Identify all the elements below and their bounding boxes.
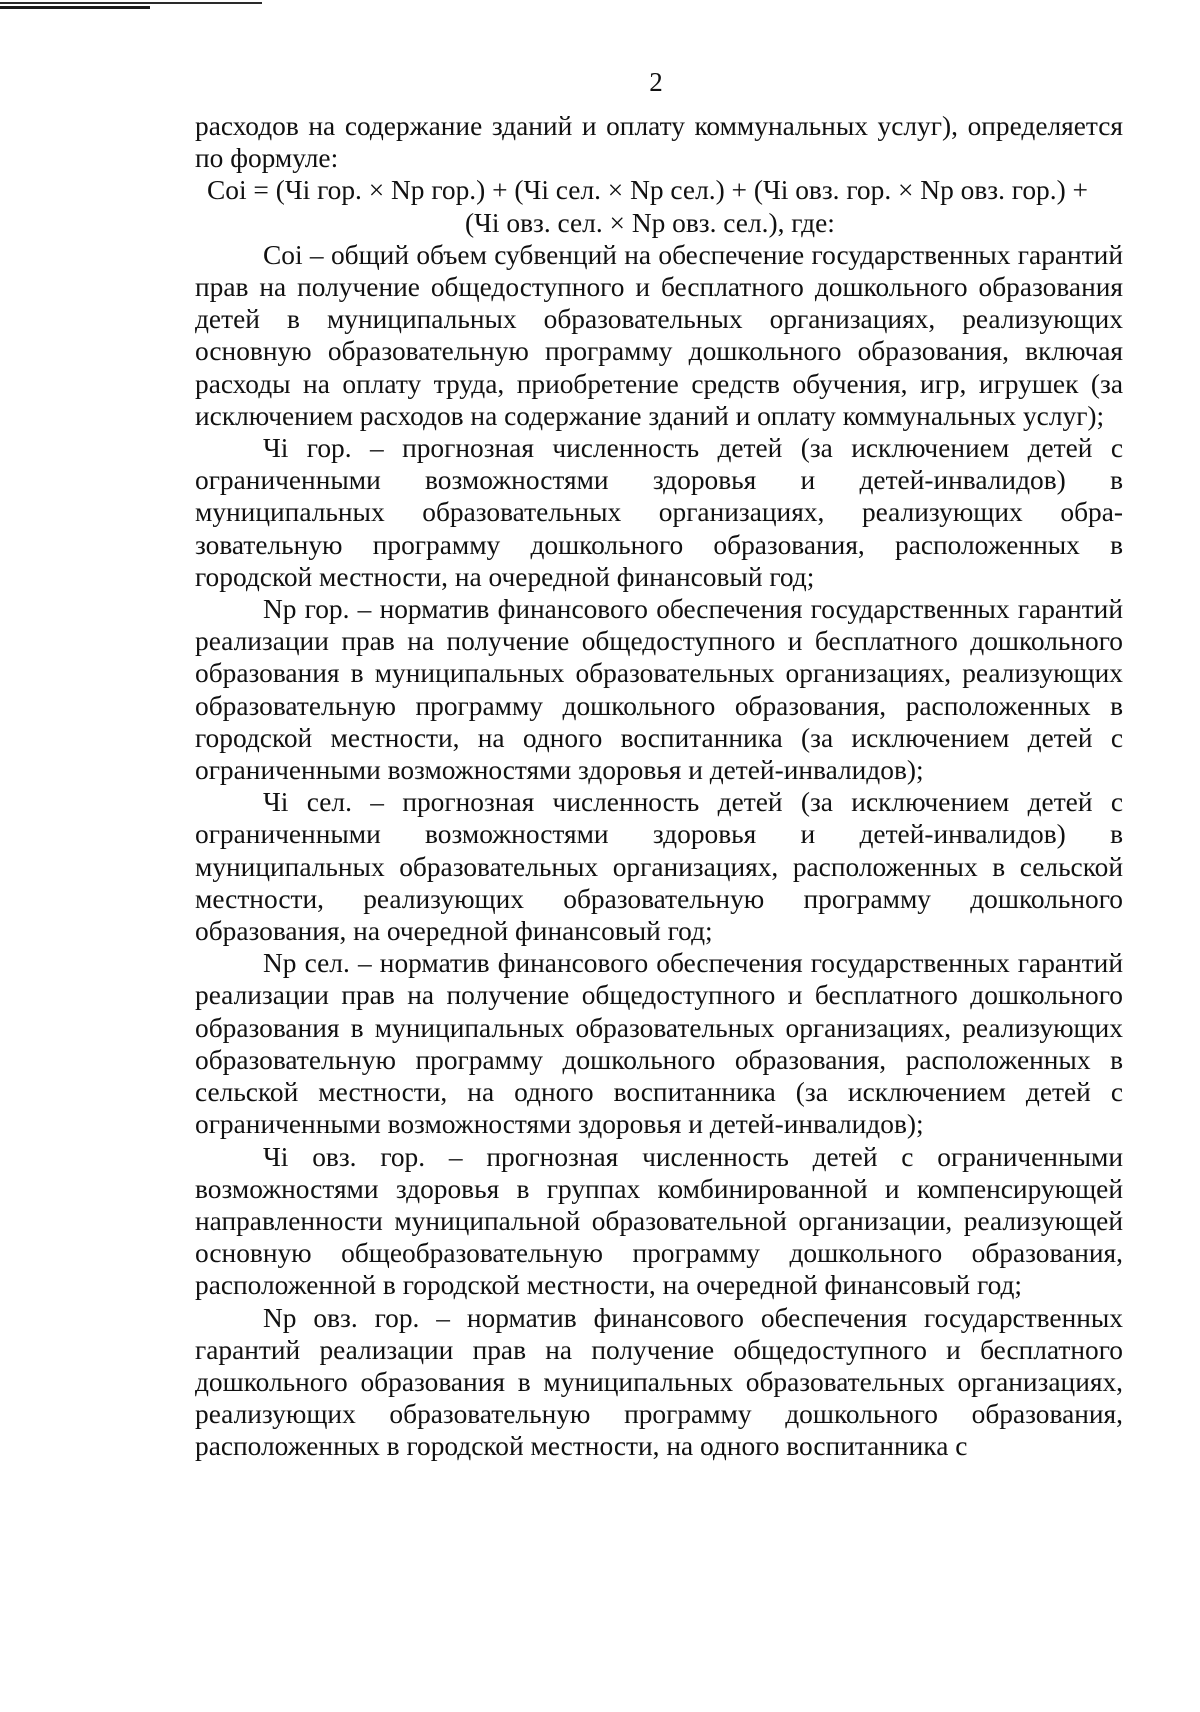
definition-paragraph: Np гор. – норматив финансового обеспечения государственных гарантий реализации прав на получение общедоступного и бесплатного дошкольного образования в муниципальных образовательных организациях, реализующих образовательную программу дошкольного образования, расположенных в городской местности, на одного воспитанника (за исключением детей с ограниченными возможностями здоровья и детей-инвалидов); bbox=[195, 594, 1123, 786]
document-body bbox=[195, 110, 1123, 1463]
formula-line: (Чi овз. сел. × Np овз. сел.), где: bbox=[465, 207, 835, 238]
formula bbox=[195, 174, 1123, 238]
scan-mark-line bbox=[0, 6, 150, 9]
page-number: 2 bbox=[649, 67, 663, 97]
scan-corner-mark bbox=[0, 0, 265, 12]
definition-paragraph: Чi гор. – прогнозная численность детей (за исключением детей с ограниченными возможностями здоровья и детей-инвалидов) в муниципальных образовательных организациях, реализующих образовательную программу дошкольного образования, расположенных в городской местности, на очередной финансовый год; bbox=[195, 433, 1123, 592]
paragraph-continuation: расходов на содержание зданий и оплату коммунальных услуг), определяется по формуле: bbox=[195, 111, 1123, 174]
scan-mark-line bbox=[0, 2, 262, 4]
definition-paragraph: Чi овз. гор. – прогнозная численность детей с ограниченными возможностями здоровья в группах комбинированной и компенсирующей направленности муниципальной образовательной организации, реализующей основную общеобразовательную программу дошкольного образования, расположенной в городской местности, на очередной финансовый год; bbox=[195, 1141, 1123, 1301]
definition-paragraph: Coi – общий объем субвенций на обеспечение государственных гарантий прав на получение общедоступного и бесплатного дошкольного образования детей в муниципальных образовательных организациях, реализующих основную образовательную программу дошкольного образования, включая расходы на оплату труда, приобретение средств обучения, игр, игрушек (за исключением расходов на содержание зданий и оплату коммунальных услуг); bbox=[195, 239, 1123, 431]
definition-paragraph: Np овз. гор. – норматив финансового обеспечения государственных гарантий реализации прав на получение общедоступного и бесплатного дошкольного образования в муниципальных образовательных организациях, реализующих образовательную программу дошкольного образования, расположенных в городской местности, на одного воспитанника с bbox=[195, 1302, 1123, 1462]
definition-paragraph: Чi сел. – прогнозная численность детей (за исключением детей с ограниченными возможностями здоровья и детей-инвалидов) в муниципальных образовательных организациях, расположенных в сельской местности, реализующих образовательную программу дошкольного образования, на очередной финансовый год; bbox=[195, 787, 1123, 947]
formula-line: Coi = (Чi гор. × Np гор.) + (Чi сел. × Np сел.) + (Чi овз. гор. × Np овз. гор.) + bbox=[207, 175, 1088, 206]
definition-paragraph: Np сел. – норматив финансового обеспечения государственных гарантий реализации прав на получение общедоступного и бесплатного дошкольного образования в муниципальных образовательных организациях, реализующих образовательную программу дошкольного образования, расположенных в сельской местности, на одного воспитанника (за исключением детей с ограниченными возможностями здоровья и детей-инвалидов); bbox=[195, 948, 1123, 1140]
